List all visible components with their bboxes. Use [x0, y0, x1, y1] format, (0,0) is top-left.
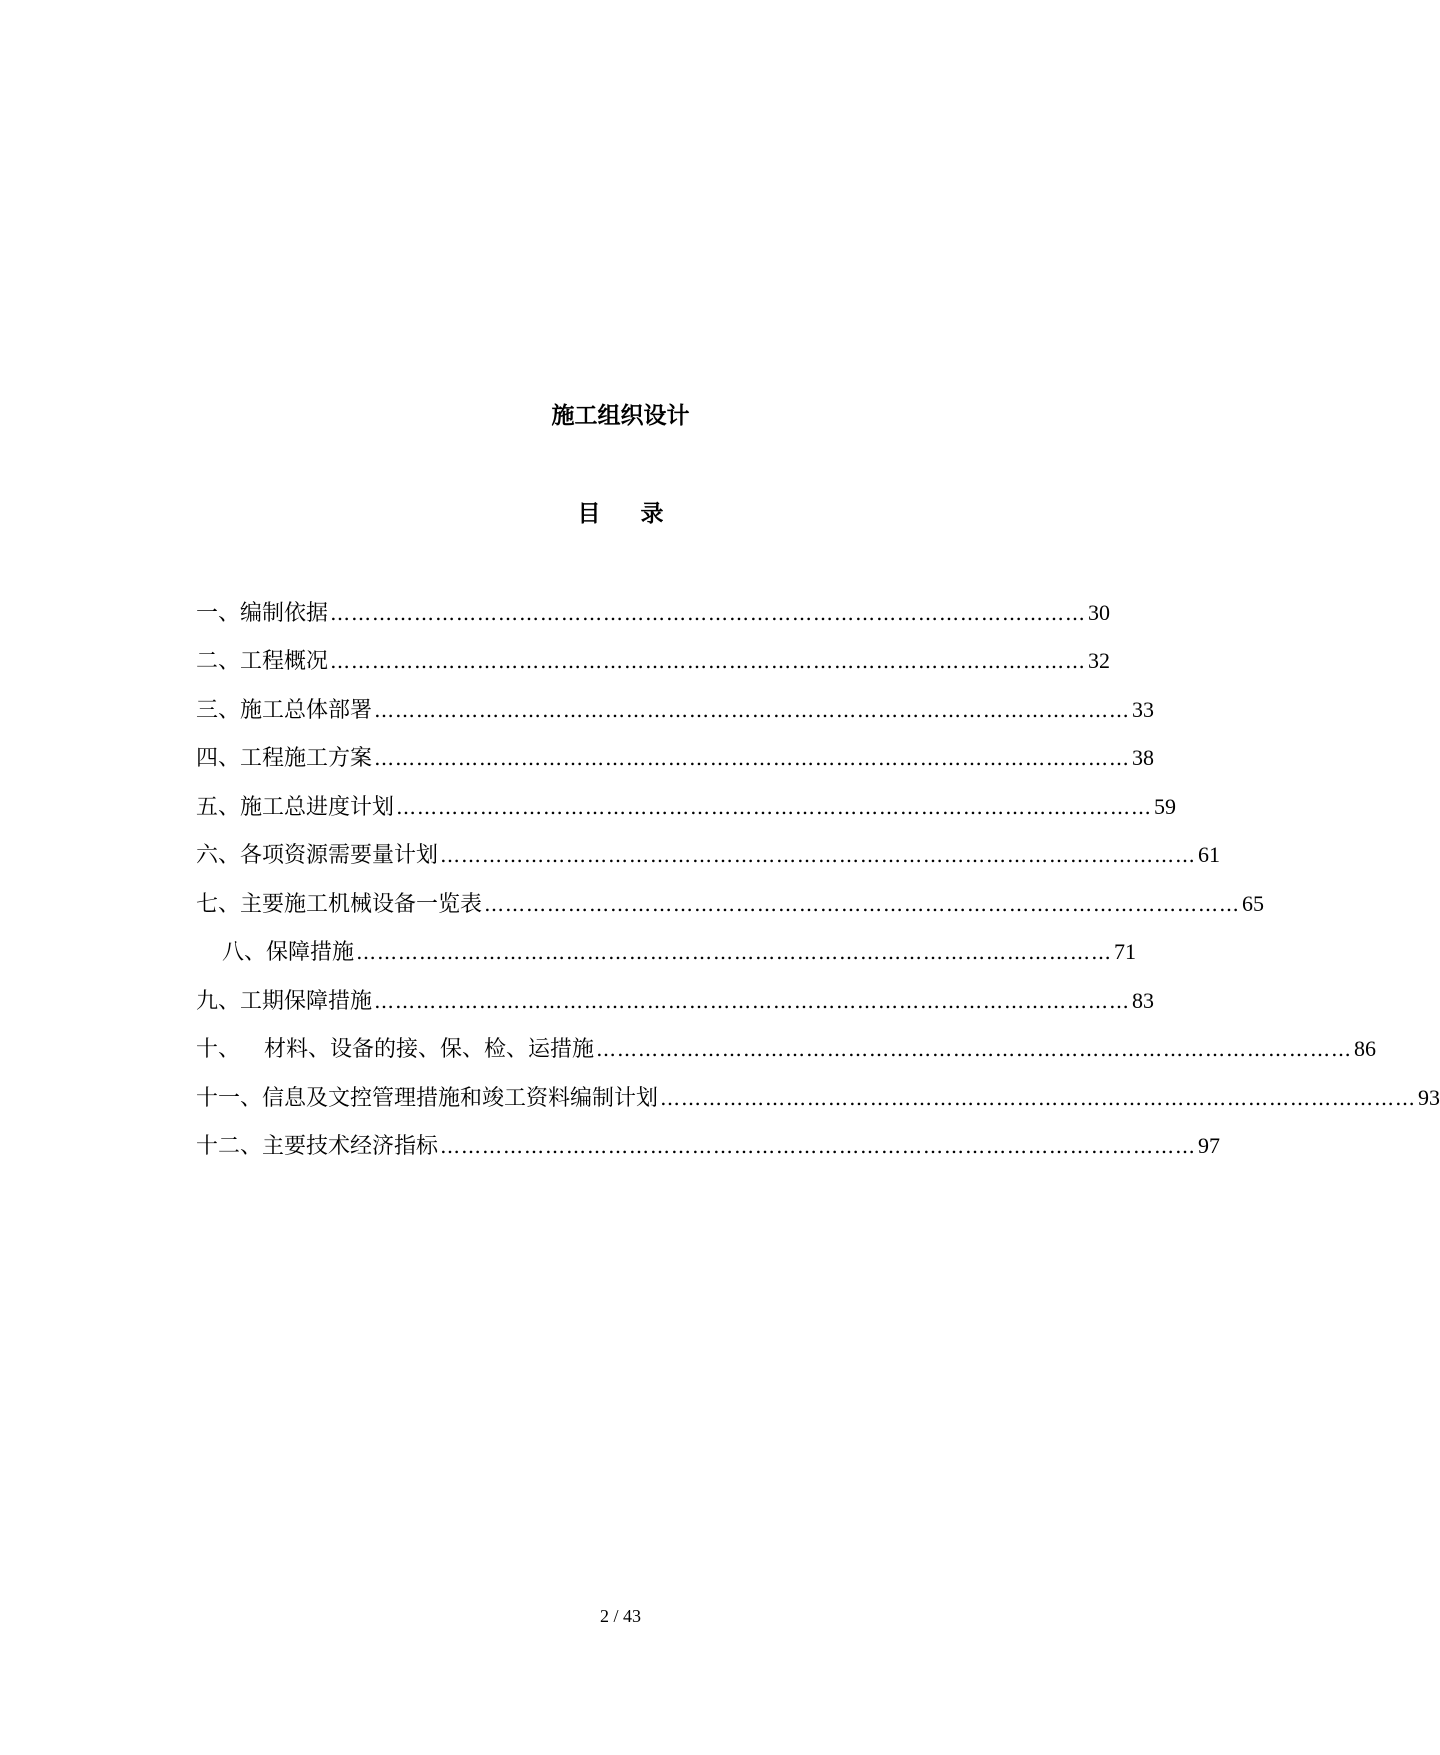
toc-entry-label: 编制依据 [240, 601, 329, 626]
toc-entry-page: 59 [1154, 794, 1177, 819]
toc-entry-2[interactable] [196, 644, 1111, 678]
toc-entry-number: 八、 [222, 940, 267, 965]
toc-entry-label: 各项资源需要量计划 [240, 843, 439, 868]
toc-entry-page: 71 [1114, 939, 1137, 964]
toc-entry-5[interactable] [196, 790, 1177, 824]
dot-leader: ……………………………………………………………………………………………… [396, 795, 1153, 819]
toc-entry-number: 十一、 [196, 1086, 263, 1111]
toc-entry-page: 33 [1132, 697, 1155, 722]
toc-entry-1[interactable] [196, 596, 1111, 630]
document-title: 施工组织设计 [551, 402, 690, 429]
toc-entry-label: 工程施工方案 [240, 746, 373, 771]
toc-entry-4[interactable] [196, 741, 1155, 775]
toc-entry-label: 主要施工机械设备一览表 [240, 892, 483, 917]
dot-leader: ……………………………………………………………………………………………… [484, 892, 1241, 916]
toc-entry-10[interactable] [196, 1032, 1377, 1066]
toc-heading [0, 498, 1241, 530]
toc-entry-page: 93 [1418, 1085, 1440, 1110]
page-number: 2 / 43 [599, 1606, 641, 1626]
toc-entry-8[interactable] [222, 935, 1137, 969]
toc-entry-page: 38 [1132, 745, 1155, 770]
toc-entry-label: 工程概况 [240, 649, 329, 674]
toc-entry-number: 七、 [196, 892, 241, 917]
toc-entry-number: 三、 [196, 698, 241, 723]
toc-entry-page: 30 [1088, 600, 1111, 625]
dot-leader: ……………………………………………………………………………………………… [374, 746, 1131, 770]
toc-entry-label: 保障措施 [266, 940, 355, 965]
toc-entry-page: 32 [1088, 648, 1111, 673]
toc-heading-first-char: 目 [577, 500, 601, 527]
dot-leader: ……………………………………………………………………………………………… [374, 698, 1131, 722]
toc-entry-11[interactable] [196, 1081, 1440, 1115]
toc-entry-number: 五、 [196, 795, 241, 820]
toc-entry-label: 工期保障措施 [240, 989, 373, 1014]
dot-leader: ……………………………………………………………………………………………… [330, 601, 1087, 625]
dot-leader: ……………………………………………………………………………………………… [596, 1037, 1353, 1061]
toc-entry-page: 83 [1132, 988, 1155, 1013]
toc-entry-label: 信息及文控管理措施和竣工资料编制计划 [262, 1086, 659, 1111]
toc-entry-number: 九、 [196, 989, 241, 1014]
toc-entry-number: 六、 [196, 843, 241, 868]
toc-entry-number: 十二、 [196, 1134, 263, 1159]
toc-entry-number: 四、 [196, 746, 241, 771]
toc-entry-page: 61 [1198, 842, 1221, 867]
toc-entry-page: 97 [1198, 1133, 1221, 1158]
toc-entry-6[interactable] [196, 838, 1221, 872]
dot-leader: ……………………………………………………………………………………………… [440, 843, 1197, 867]
toc-entry-number: 一、 [196, 601, 241, 626]
toc-entry-page: 65 [1242, 891, 1265, 916]
toc-entry-3[interactable] [196, 693, 1155, 727]
toc-entry-7[interactable] [196, 887, 1265, 921]
dot-leader: ……………………………………………………………………………………………… [374, 989, 1131, 1013]
toc-entry-12[interactable] [196, 1129, 1221, 1163]
toc-entry-label: 施工总体部署 [240, 698, 373, 723]
toc-entry-page: 86 [1354, 1036, 1377, 1061]
dot-leader: ……………………………………………………………………………………………… [660, 1086, 1417, 1110]
toc-entry-9[interactable] [196, 984, 1155, 1018]
toc-entry-number: 二、 [196, 649, 241, 674]
toc-entry-number: 十、 [196, 1037, 241, 1062]
dot-leader: ……………………………………………………………………………………………… [330, 649, 1087, 673]
dot-leader: ……………………………………………………………………………………………… [440, 1134, 1197, 1158]
toc-entry-label: 材料、设备的接、保、检、运措施 [264, 1037, 595, 1062]
toc-entry-label: 主要技术经济指标 [262, 1134, 439, 1159]
dot-leader: ……………………………………………………………………………………………… [356, 940, 1113, 964]
toc-heading-second-char: 录 [640, 500, 664, 527]
toc-entry-label: 施工总进度计划 [240, 795, 395, 820]
